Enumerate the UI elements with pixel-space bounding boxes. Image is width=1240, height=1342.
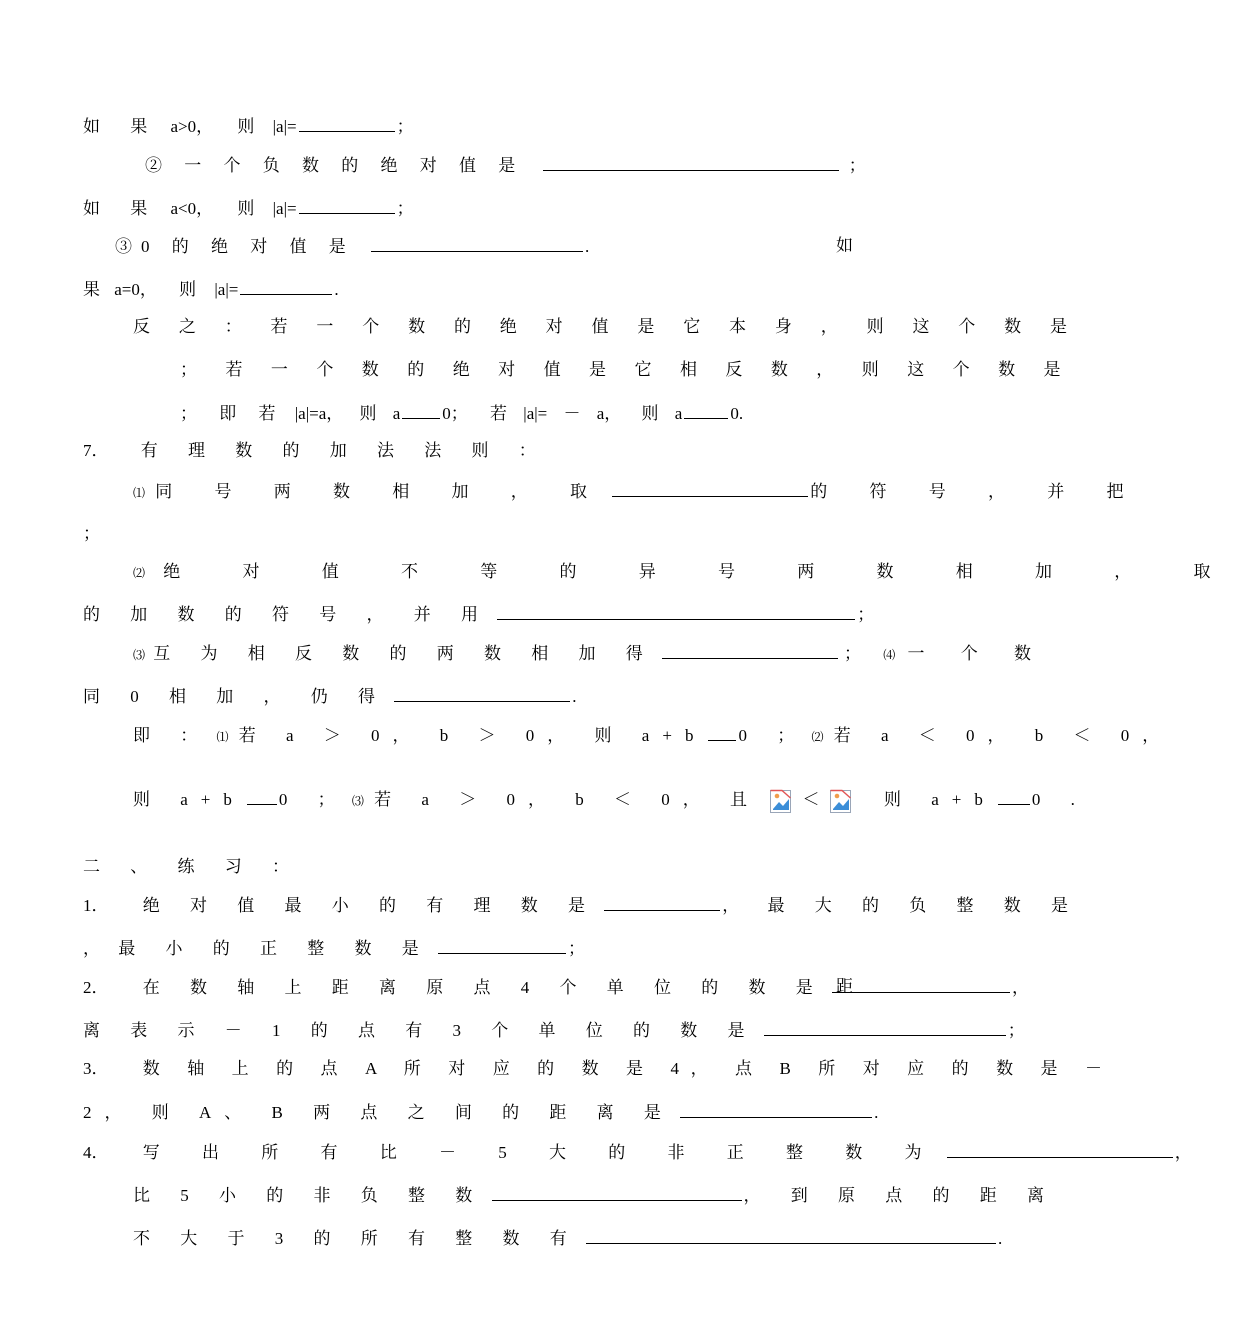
line-4 [115,235,589,258]
text: 反 之 ： 若 一 个 数 的 绝 对 值 是 它 本 身 ， 则 这 个 数 是 [133,317,1080,336]
question-1-line-2 [83,937,585,960]
text: 离 表 示 － 1 的 点 有 3 个 单 位 的 数 是 [83,1021,758,1040]
question-1-line-1 [83,894,1081,917]
line-13 [83,603,874,626]
text: . [998,1229,1003,1248]
text: |a|= [272,199,297,218]
text: 同 号 两 数 相 加 ， 取 [155,482,607,501]
text: 则 a+b [133,789,245,809]
section-practice-heading [83,856,302,878]
text: ⑴ [216,730,229,744]
text: 距 [836,977,853,996]
text: 最 小 的 正 整 数 是 [118,939,432,958]
text: 则 [359,404,377,423]
text: ， [722,896,740,915]
text: ； [1007,1021,1025,1040]
answer-blank[interactable] [299,115,395,132]
answer-blank[interactable] [708,724,736,741]
text: 0. [730,404,744,423]
answer-blank[interactable] [402,402,440,419]
text: 若 a ＜ 0， b ＜ 0， [833,726,1173,745]
text: ⑵ [133,566,146,580]
text: 二 、 练 习 ： [83,857,302,876]
text: 1． [83,896,109,915]
text: ⑴ [133,486,146,500]
text: 4． [83,1143,109,1162]
answer-blank[interactable] [832,976,1010,993]
text: 0 . [1031,789,1088,809]
answer-blank[interactable] [604,894,720,911]
broken-image-icon [830,787,852,815]
answer-blank[interactable] [662,642,838,659]
text: 如 果 [83,117,161,136]
text: 绝 对 值 最 小 的 有 理 数 是 [142,896,598,915]
question-2-line-2 [83,1019,1025,1042]
text: 0； [442,404,468,423]
question-2-line-1 [83,976,1029,999]
text: ③0 的 绝 对 值 是 [115,237,355,256]
text: . [334,280,339,299]
text: ； [83,524,100,543]
text: 2． [83,978,109,997]
text: 则 [237,199,255,218]
text: . [572,687,577,706]
question-4-line-3 [133,1227,1002,1250]
question-3-line-2 [83,1101,878,1124]
text: ⑶ [133,648,146,662]
text: 0 ； [278,789,348,809]
answer-blank[interactable] [371,235,583,252]
answer-blank[interactable] [612,480,808,497]
line-12 [133,561,1240,584]
question-4-line-2 [133,1184,1057,1207]
text: 一 个 数 [907,644,1048,663]
answer-blank[interactable] [247,788,277,805]
text: 的 加 数 的 符 号 ， 并 用 [83,605,491,624]
text: 即 ： [133,726,211,745]
text: a>0， [170,117,214,136]
answer-blank[interactable] [543,154,839,171]
answer-blank[interactable] [299,197,395,214]
text: 3． [83,1059,109,1078]
text: |a|= [214,280,239,299]
answer-blank[interactable] [438,937,566,954]
text: |a|= [523,404,548,423]
text: ② 一 个 负 数 的 绝 对 值 是 [145,156,525,175]
text: 有 理 数 的 加 法 法 则 ： [140,441,549,460]
text: 若 a ＞ 0， b ＞ 0， 则 a+b [238,726,707,745]
line-3 [83,197,414,220]
text: ， [1012,978,1029,997]
text: 绝 对 值 不 等 的 异 号 两 数 相 加 ， 取 [163,562,1240,581]
text: a [674,404,683,423]
text: ＜ [802,789,820,809]
line-10 [133,480,1143,504]
answer-blank[interactable] [947,1141,1173,1158]
answer-blank[interactable] [497,603,855,620]
question-4-line-1 [83,1141,1192,1164]
text: 同 0 相 加 ， 仍 得 [83,687,388,706]
text: － [563,404,581,423]
text: 则 [179,280,197,299]
text: ； [857,605,875,624]
text: ； [396,199,414,218]
answer-blank[interactable] [680,1101,872,1118]
answer-blank[interactable] [586,1227,996,1244]
text: 0 ； [738,726,808,745]
text: ； [844,644,862,663]
text: ； [396,117,414,136]
answer-blank[interactable] [394,685,570,702]
line-17 [133,787,1088,815]
text: a， [596,404,622,423]
line-1 [83,115,414,138]
text: ， [1174,1143,1192,1162]
question-3-line-1 [83,1058,1114,1080]
text: |a|= [272,117,297,136]
line-15 [83,685,577,708]
line-6 [133,316,1079,338]
line-7 [180,359,1073,381]
text: 则 [237,117,255,136]
answer-blank[interactable] [998,788,1030,805]
text: ； [568,939,585,958]
text: ⑷ [883,648,896,662]
text: ； 即 若 [180,404,285,423]
text: a [392,404,401,423]
line-5 [83,278,339,301]
line-8 [180,402,743,425]
line-11 [83,523,100,545]
text: a<0， [170,199,214,218]
text: ， 到 原 点 的 距 离 [743,1186,1057,1205]
text: a=0， [114,280,157,299]
line-16 [133,724,1172,748]
text: 果 [83,280,100,299]
text: |a|=a， [294,404,344,423]
text: 在 数 轴 上 距 离 原 点 4 个 单 位 的 数 是 [142,978,826,997]
text: . [874,1103,879,1122]
text: 如 [836,236,853,255]
text: ⑵ [811,730,824,744]
text: 写 出 所 有 比 － 5 大 的 非 正 整 数 为 [142,1143,941,1162]
text: ； 若 一 个 数 的 绝 对 值 是 它 相 反 数 ， 则 这 个 数 是 [180,360,1073,379]
line-14 [133,642,1047,666]
text: 数 轴 上 的 点 A 所 对 应 的 数 是 4， 点 B 所 对 应 的 数 是 － [142,1059,1114,1078]
text: 则 a+b [883,789,996,809]
text: ⑶ [351,793,364,808]
text: ， [83,939,100,958]
text: 的 符 号 ， 并 把 [810,482,1143,501]
text: 若 [490,404,508,423]
line-2 [145,154,866,177]
answer-blank[interactable] [764,1019,1006,1036]
broken-image-icon [770,787,792,815]
text: . [585,237,590,256]
text: ； [848,156,866,175]
text: 则 [641,404,659,423]
text: 2， 则 A、 B 两 点 之 间 的 距 离 是 [83,1103,674,1122]
text: 互 为 相 反 数 的 两 数 相 加 得 [153,644,656,663]
text: 最 大 的 负 整 数 是 [767,896,1081,915]
text: 不 大 于 3 的 所 有 整 数 有 [133,1229,580,1248]
text: 如 果 [83,199,161,218]
text: 7． [83,441,109,460]
section-7-heading [83,440,549,462]
text: 若 a ＞ 0， b ＜ 0， 且 [374,789,760,809]
answer-blank[interactable] [684,402,728,419]
text: 比 5 小 的 非 负 整 数 [133,1186,486,1205]
answer-blank[interactable] [492,1184,742,1201]
answer-blank[interactable] [240,278,332,295]
